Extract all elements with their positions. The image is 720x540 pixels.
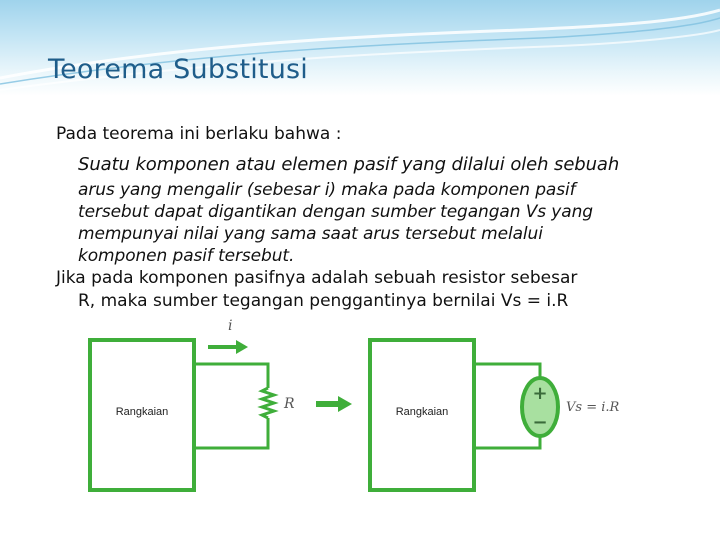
intro-text: Pada teorema ini berlaku bahwa :: [56, 124, 342, 144]
right-bottom-wire: [474, 436, 540, 448]
condition-line-1: Jika pada komponen pasifnya adalah sebuah resistor sebesar: [56, 268, 578, 288]
source-minus-sign: −: [532, 412, 548, 433]
current-arrow-icon: [236, 340, 248, 354]
condition-line-2: R, maka sumber tegangan penggantinya bernilai Vs = i.R: [78, 291, 569, 311]
slide-title: Teorema Substitusi: [48, 54, 308, 85]
current-label: i: [228, 318, 233, 334]
source-label: Vs = i.R: [566, 400, 620, 415]
circuit-diagram: [78, 314, 638, 504]
statement-line-2: arus yang mengalir (sebesar i) maka pada komponen pasif: [78, 180, 576, 200]
right-box-label: Rangkaian: [395, 406, 449, 418]
statement-line-3: tersebut dapat digantikan dengan sumber tegangan Vs yang: [78, 202, 593, 222]
left-box-label: Rangkaian: [115, 406, 169, 418]
statement-line-5: komponen pasif tersebut.: [78, 246, 295, 266]
resistor-icon: [262, 388, 274, 418]
statement-line-4: mempunyai nilai yang sama saat arus tersebut melalui: [78, 224, 543, 244]
substitution-diagram: [78, 314, 638, 504]
left-bottom-wire: [194, 418, 268, 448]
substitution-arrow-icon: [338, 396, 352, 412]
statement-line-1: Suatu komponen atau elemen pasif yang dilalui oleh sebuah: [78, 154, 620, 175]
right-top-wire: [474, 364, 540, 378]
source-plus-sign: +: [532, 383, 548, 404]
left-top-wire: [194, 364, 268, 388]
resistor-label: R: [284, 396, 295, 412]
